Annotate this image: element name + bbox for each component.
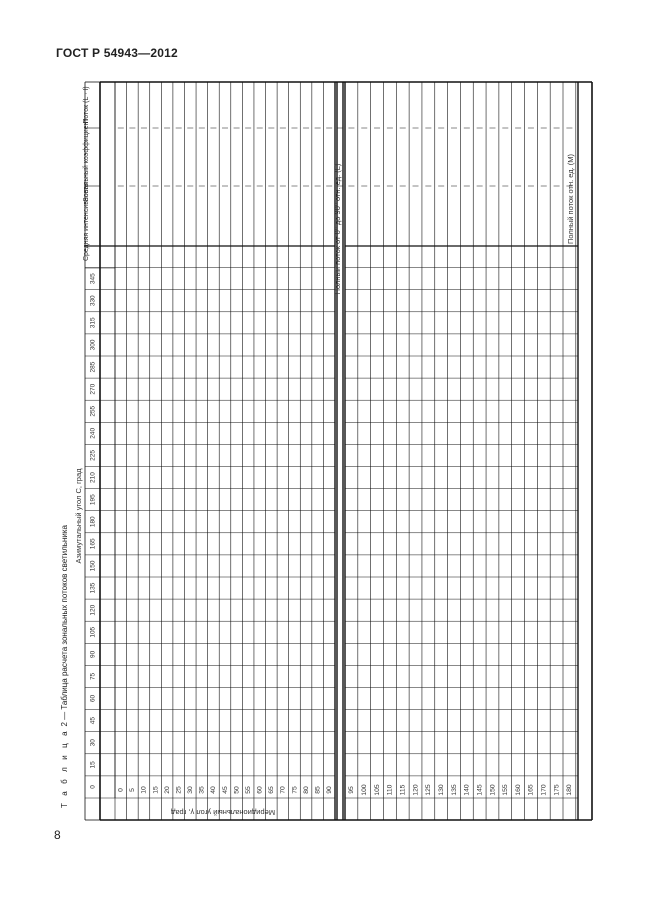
gamma-value-10: 10 — [140, 786, 148, 794]
azimuth-value-60: 60 — [89, 694, 97, 703]
zonal-coefficient-header: Зональный коэффициент — [83, 118, 90, 202]
gamma-value-30: 30 — [187, 786, 195, 794]
gamma-value-0: 0 — [117, 788, 125, 792]
azimuth-value-180: 180 — [89, 516, 97, 528]
gamma-value-55: 55 — [244, 786, 252, 794]
gamma-value-115: 115 — [399, 784, 407, 796]
azimuth-value-255: 255 — [89, 405, 97, 417]
azimuth-value-135: 135 — [89, 582, 97, 594]
gamma-value-100: 100 — [361, 784, 369, 796]
gamma-value-170: 170 — [540, 784, 548, 796]
gamma-value-75: 75 — [291, 786, 299, 794]
gamma-value-120: 120 — [412, 784, 420, 796]
gamma-value-130: 130 — [437, 784, 445, 796]
gamma-value-175: 175 — [553, 784, 561, 796]
caption-label: Т а б л и ц а — [60, 728, 69, 808]
caption-title: Таблица расчета зональных потоков светильника — [60, 525, 69, 710]
gamma-value-165: 165 — [527, 784, 535, 796]
azimuth-value-210: 210 — [89, 472, 97, 483]
page-number: 8 — [54, 828, 61, 842]
azimuth-value-150: 150 — [89, 560, 97, 572]
azimuthal-angle-label: Азимутальный угол C, град — [74, 468, 83, 564]
gamma-value-50: 50 — [233, 786, 241, 794]
azimuth-value-90: 90 — [89, 650, 97, 658]
azimuth-value-315: 315 — [89, 317, 97, 329]
gamma-value-70: 70 — [279, 786, 287, 794]
gamma-value-145: 145 — [476, 784, 484, 796]
gamma-value-25: 25 — [175, 786, 183, 794]
mean-intensity-header: Средняя интенсивность — [83, 182, 90, 262]
azimuth-value-330: 330 — [89, 295, 97, 307]
gamma-value-160: 160 — [514, 784, 522, 796]
azimuth-value-345: 345 — [89, 273, 97, 285]
gamma-value-155: 155 — [502, 784, 510, 796]
flux-header: Поток (L · I) — [83, 86, 90, 124]
caption-number: 2 — [60, 722, 69, 727]
gamma-value-90: 90 — [326, 786, 334, 794]
gamma-value-135: 135 — [450, 784, 458, 796]
document-header: ГОСТ Р 54943—2012 — [56, 46, 178, 60]
caption-dash: — — [60, 711, 69, 720]
gamma-value-80: 80 — [302, 786, 310, 794]
azimuth-value-225: 225 — [89, 450, 97, 461]
azimuth-value-195: 195 — [89, 494, 97, 506]
total-flux-0-90-label: Полный поток от 0° до 90° отн. ед. (L) — [333, 163, 342, 295]
azimuth-value-270: 270 — [89, 383, 97, 395]
table-labels — [74, 86, 575, 817]
gamma-value-125: 125 — [425, 784, 433, 796]
azimuth-value-300: 300 — [89, 339, 97, 351]
gamma-value-15: 15 — [152, 786, 160, 794]
gamma-value-5: 5 — [129, 788, 137, 792]
azimuth-value-75: 75 — [89, 672, 97, 681]
gamma-value-40: 40 — [210, 786, 218, 794]
gamma-value-140: 140 — [463, 784, 471, 796]
meridional-angle-label: Меридиональный угол γ, град — [170, 808, 276, 817]
azimuth-value-165: 165 — [89, 538, 97, 550]
gamma-value-180: 180 — [566, 784, 574, 796]
azimuth-value-285: 285 — [89, 361, 97, 373]
gamma-value-65: 65 — [268, 786, 276, 794]
azimuth-value-0: 0 — [89, 785, 97, 789]
gamma-value-85: 85 — [314, 786, 322, 794]
azimuth-value-240: 240 — [89, 427, 97, 439]
total-flux-all-label: Полный поток отн. ед. (M) — [566, 153, 575, 245]
gamma-value-95: 95 — [348, 786, 356, 794]
azimuth-value-15: 15 — [89, 761, 97, 769]
gamma-value-60: 60 — [256, 786, 264, 794]
azimuth-value-120: 120 — [89, 604, 97, 616]
gamma-value-110: 110 — [386, 784, 394, 796]
gamma-value-45: 45 — [221, 786, 229, 794]
gamma-value-150: 150 — [489, 784, 497, 796]
azimuth-value-105: 105 — [89, 626, 97, 638]
azimuth-value-45: 45 — [89, 717, 97, 725]
gamma-value-105: 105 — [373, 784, 381, 796]
azimuth-value-30: 30 — [89, 739, 97, 747]
gamma-value-35: 35 — [198, 786, 206, 794]
gamma-value-20: 20 — [163, 786, 171, 794]
